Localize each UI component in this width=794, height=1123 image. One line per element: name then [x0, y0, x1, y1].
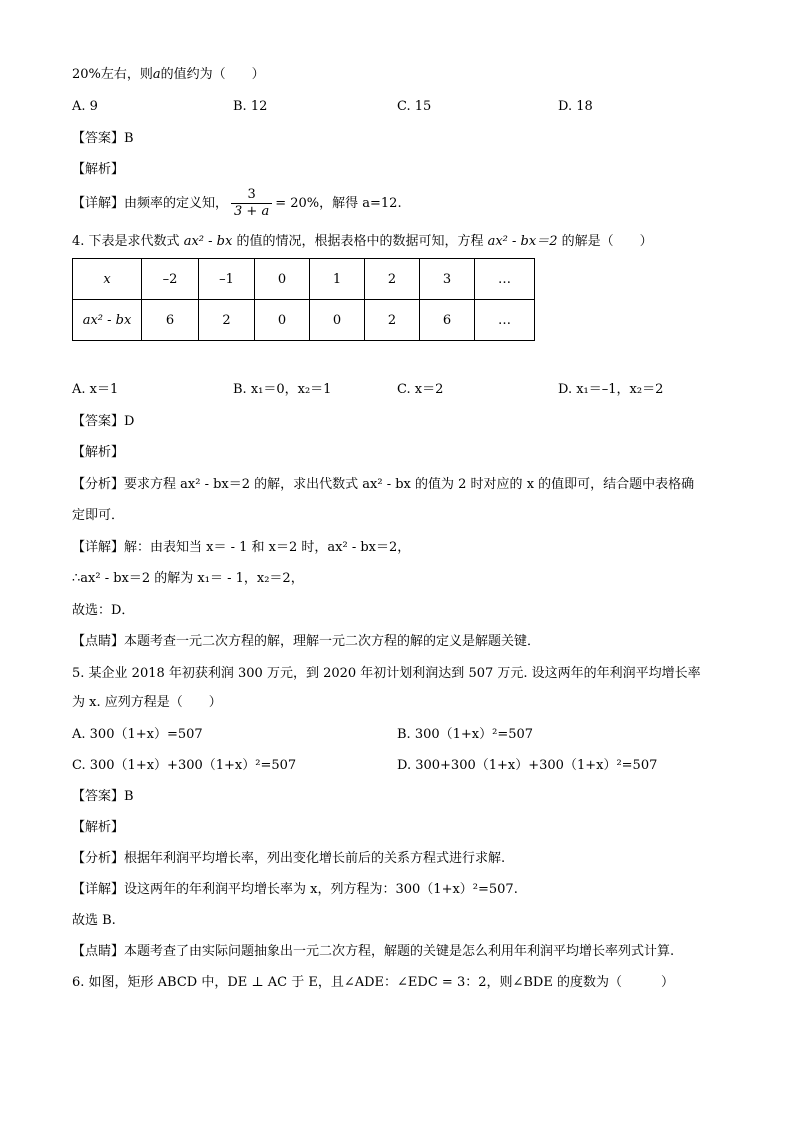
table-cell: 2 — [365, 259, 420, 300]
table-cell-label: ax² - bx — [73, 300, 142, 341]
fenxi-tag: 【分析】 — [72, 477, 125, 492]
q5-option-c: C. 300（1+x）+300（1+x）²=507 — [72, 758, 297, 773]
q5-option-b: B. 300（1+x）²=507 — [397, 727, 534, 742]
value-table — [72, 258, 535, 341]
q4-detail-line3: 故选：D． — [72, 603, 135, 618]
table-cell: 6 — [142, 300, 199, 341]
q3-detail — [72, 185, 402, 223]
detail-tag: 【详解】 — [72, 882, 125, 897]
q5-choose: 故选 B. — [72, 913, 116, 928]
detail-tag: 【详解】 — [72, 540, 125, 555]
fraction-numerator: 3 — [231, 187, 272, 204]
q4-detail — [72, 539, 410, 557]
answer-value: B — [124, 789, 134, 804]
q5-stem-line2: 为 x. 应列方程是（ ） — [72, 695, 222, 710]
table-row — [73, 300, 535, 341]
q3-analysis-tag: 【解析】 — [72, 162, 125, 177]
fraction — [231, 187, 272, 220]
q4-stem-mid1: 的值的情况，根据表格中的数据可知，方程 — [236, 234, 484, 249]
q4-option-c: C. x＝2 — [397, 382, 444, 397]
table-cell: 6 — [420, 300, 475, 341]
q4-stem-pre: 4. 下表是求代数式 — [72, 234, 180, 249]
q4-answer — [72, 413, 134, 431]
q5-option-d: D. 300+300（1+x）+300（1+x）²=507 — [397, 758, 658, 773]
table-cell-label: x — [73, 259, 142, 300]
dianjing-text: 本题考查一元二次方程的解，理解一元二次方程的解的定义是解题关键． — [124, 634, 541, 649]
q4-option-d: D. x₁＝–1，x₂＝2 — [558, 382, 664, 397]
q4-detail-line2: ∴ax² - bx＝2 的解为 x₁＝ - 1，x₂＝2， — [72, 571, 304, 586]
q3-stem-tail — [72, 66, 265, 84]
table-cell: … — [475, 300, 535, 341]
q4-analysis-tag: 【解析】 — [72, 445, 125, 460]
fenxi-tag: 【分析】 — [72, 851, 125, 866]
answer-tag: 【答案】 — [72, 131, 125, 146]
fenxi-text: 要求方程 ax² - bx＝2 的解，求出代数式 ax² - bx 的值为 2 时对应的 x 的值即可，结合题中表格确 — [124, 477, 695, 492]
q3-stem-pre: 20%左右，则 — [72, 67, 153, 82]
table-row — [73, 259, 535, 300]
q5-stem-line1: 5. 某企业 2018 年初获利润 300 万元，到 2020 年初计划利润达到 507 万元. 设这两年的年利润平均增长率 — [72, 666, 701, 681]
detail-post: = 20%，解得 a=12. — [275, 196, 402, 211]
detail-text: 设这两年的年利润平均增长率为 x，列方程为：300（1+x）²=507. — [124, 882, 518, 897]
table-cell: 3 — [420, 259, 475, 300]
q3-answer — [72, 130, 134, 148]
table-cell: –2 — [142, 259, 199, 300]
answer-tag: 【答案】 — [72, 414, 125, 429]
table-cell: 1 — [310, 259, 365, 300]
q4-fenxi-line2: 定即可． — [72, 508, 125, 523]
q5-answer — [72, 788, 134, 806]
dianjing-tag: 【点睛】 — [72, 944, 125, 959]
dianjing-text: 本题考查了由实际问题抽象出一元二次方程，解题的关键是怎么利用年利润平均增长率列式计算. — [124, 944, 675, 959]
q4-stem-mid2: 的解是（ ） — [561, 234, 653, 249]
answer-tag: 【答案】 — [72, 789, 125, 804]
q3-option-b: B. 12 — [233, 99, 268, 114]
answer-value: B — [124, 131, 134, 146]
q5-detail — [72, 881, 518, 899]
q4-option-b: B. x₁＝0，x₂＝1 — [233, 382, 332, 397]
table-cell: –1 — [199, 259, 255, 300]
answer-value: D — [124, 414, 135, 429]
detail-pre: 由频率的定义知， — [124, 196, 229, 211]
q4-expr: ax² - bx — [183, 234, 233, 249]
detail-tag: 【详解】 — [72, 196, 125, 211]
q3-option-c: C. 15 — [397, 99, 432, 114]
q4-stem — [72, 233, 653, 251]
q5-option-a: A. 300（1+x）=507 — [72, 727, 203, 742]
q3-stem-post: 的值约为（ ） — [160, 67, 265, 82]
fenxi-text: 根据年利润平均增长率，列出变化增长前后的关系方程式进行求解. — [124, 851, 506, 866]
table-cell: … — [475, 259, 535, 300]
q4-fenxi — [72, 476, 694, 494]
q4-eq: ax² - bx＝2 — [487, 234, 558, 249]
table-cell: 2 — [199, 300, 255, 341]
fraction-denominator: 3 + a — [234, 204, 270, 219]
q3-option-d: D. 18 — [558, 99, 593, 114]
q3-stem-var: a — [152, 67, 161, 82]
q4-option-a: A. x＝1 — [72, 382, 119, 397]
q5-analysis-tag: 【解析】 — [72, 820, 125, 835]
table-cell: 2 — [365, 300, 420, 341]
q5-fenxi — [72, 850, 505, 868]
table-cell: 0 — [310, 300, 365, 341]
q3-option-a: A. 9 — [72, 99, 98, 114]
dianjing-tag: 【点睛】 — [72, 634, 125, 649]
detail-text: 解：由表知当 x＝ - 1 和 x＝2 时，ax² - bx＝2， — [124, 540, 411, 555]
q6-stem: 6. 如图，矩形 ABCD 中，DE ⊥ AC 于 E，且∠ADE：∠EDC = 3：2，则∠BDE 的度数为（ ） — [72, 975, 674, 990]
q4-dianjing — [72, 633, 540, 651]
table-cell: 0 — [255, 259, 310, 300]
q5-dianjing — [72, 943, 674, 961]
table-cell: 0 — [255, 300, 310, 341]
